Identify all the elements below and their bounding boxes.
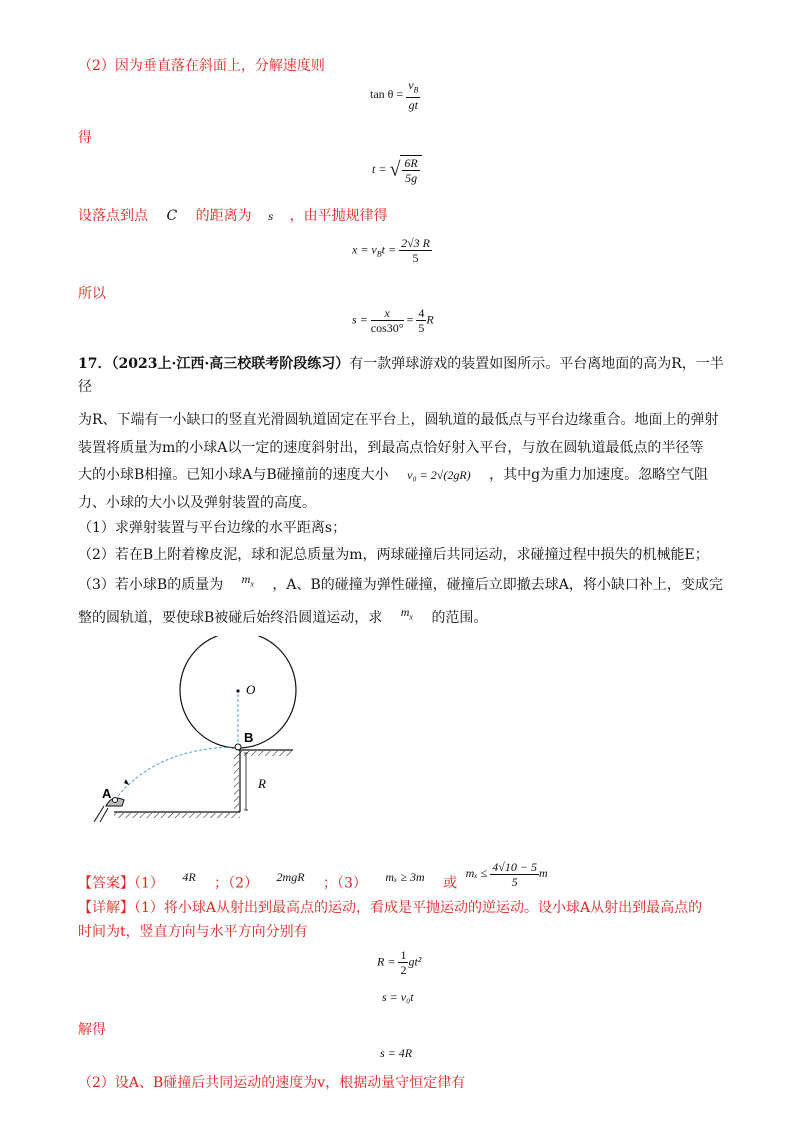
problem-line-5: 大的小球B相撞。已知小球A与B碰撞前的速度大小 v₀ = 2√(2gR) ，其中g为重力加速度。忽略空气阻: [78, 467, 709, 483]
problem-source: （2023上·江西·高三校联考阶段练习）: [111, 356, 350, 372]
set-distance-line: 设落点到点 C 的距离为 s ，由平抛规律得: [78, 208, 388, 224]
question-1: （1）求弹射装置与平台边缘的水平距离s；: [78, 520, 347, 536]
suoyi-label: 所以: [78, 286, 106, 302]
problem-line-6: 力、小球的大小以及弹射装置的高度。: [78, 495, 316, 511]
question-2: （2）若在B上附着橡皮泥，球和泥总质量为m，两球碰撞后共同运动，求碰撞过程中损失的机械能E；: [78, 547, 709, 563]
question-3-line-1: （3）若小球B的质量为 $m_x$ ，A、B的碰撞为弹性碰撞，碰撞后立即撤去球A，将小缺口补上，变成完: [78, 572, 723, 593]
detail-part2: （2）设A、B碰撞后共同运动的速度为v，根据动量守恒定律有: [78, 1075, 466, 1091]
label-a: A: [102, 786, 112, 801]
label-o: O: [246, 682, 256, 697]
label-b: B: [244, 730, 254, 745]
equation-s-v0t: s = v₀t: [382, 990, 414, 1004]
trajectory: [118, 747, 235, 796]
problem-line-2: 径: [78, 379, 92, 395]
ball-b: [235, 744, 241, 750]
center-point: [236, 689, 239, 692]
detail-tag: 【详解】: [78, 900, 134, 916]
problem-line-3: 为R、下端有一小缺口的竖直光滑圆轨道固定在平台上，圆轨道的最低点与平台边缘重合。地面上的弹射: [78, 412, 719, 428]
ball-a: [113, 798, 118, 803]
answer-tag: 【答案】: [78, 875, 134, 892]
equation-r: R = $\frac{1}{2}$ gt²: [377, 948, 422, 977]
detail-line-1: 【详解】（1）将小球A从射出到最高点的运动，看成是平抛运动的逆运动。设小球A从射出到最高点的: [78, 900, 703, 916]
question-3-line-2: 整的圆轨道，要使球B被碰后始终沿圆道运动，求 $m_x$ 的范围。: [78, 605, 488, 626]
problem-line-4: 装置将质量为m的小球A以一定的速度斜射出，到最高点恰好射入平台，与放在圆轨道最低点的半径等: [78, 440, 704, 456]
equation-tan-theta: tan θ = $\frac{v_B}{gt}$: [370, 78, 419, 113]
equation-s: s = $\frac{x}{\cos 30^\circ}$ = $\frac{4}{5}$ R: [352, 306, 434, 335]
de-label: 得: [78, 130, 92, 146]
point-c: C: [166, 208, 178, 224]
answer-line: 【答案】（1） 4R ；（2） 2mgR ；（3） mₓ ≥ 3m 或 mₓ ≤ $\frac{4√10 - 5}{5}$ m: [78, 860, 548, 892]
label-r: R: [258, 776, 266, 791]
equation-s-4r: s = 4R: [380, 1046, 413, 1060]
equation-t: t = √ $\frac{6R}{5g}$: [372, 155, 422, 185]
arrowhead: [124, 779, 129, 785]
pinball-diagram: [88, 636, 348, 836]
part2-intro: （2）因为垂直落在斜面上，分解速度则: [78, 58, 325, 74]
detail-line-2: 时间为t，竖直方向与水平方向分别有: [78, 924, 308, 940]
problem-line-1: 17．（2023上·江西·高三校联考阶段练习）有一款弹球游戏的装置如图所示。平台离地面的高为R，一半: [78, 356, 724, 372]
equation-x: $x = v_Bt$ = $\frac{2√3 R}{5}$: [352, 236, 430, 265]
v0-formula: v₀ = 2√(2gR): [407, 468, 471, 482]
jiede-label: 解得: [78, 1022, 106, 1038]
